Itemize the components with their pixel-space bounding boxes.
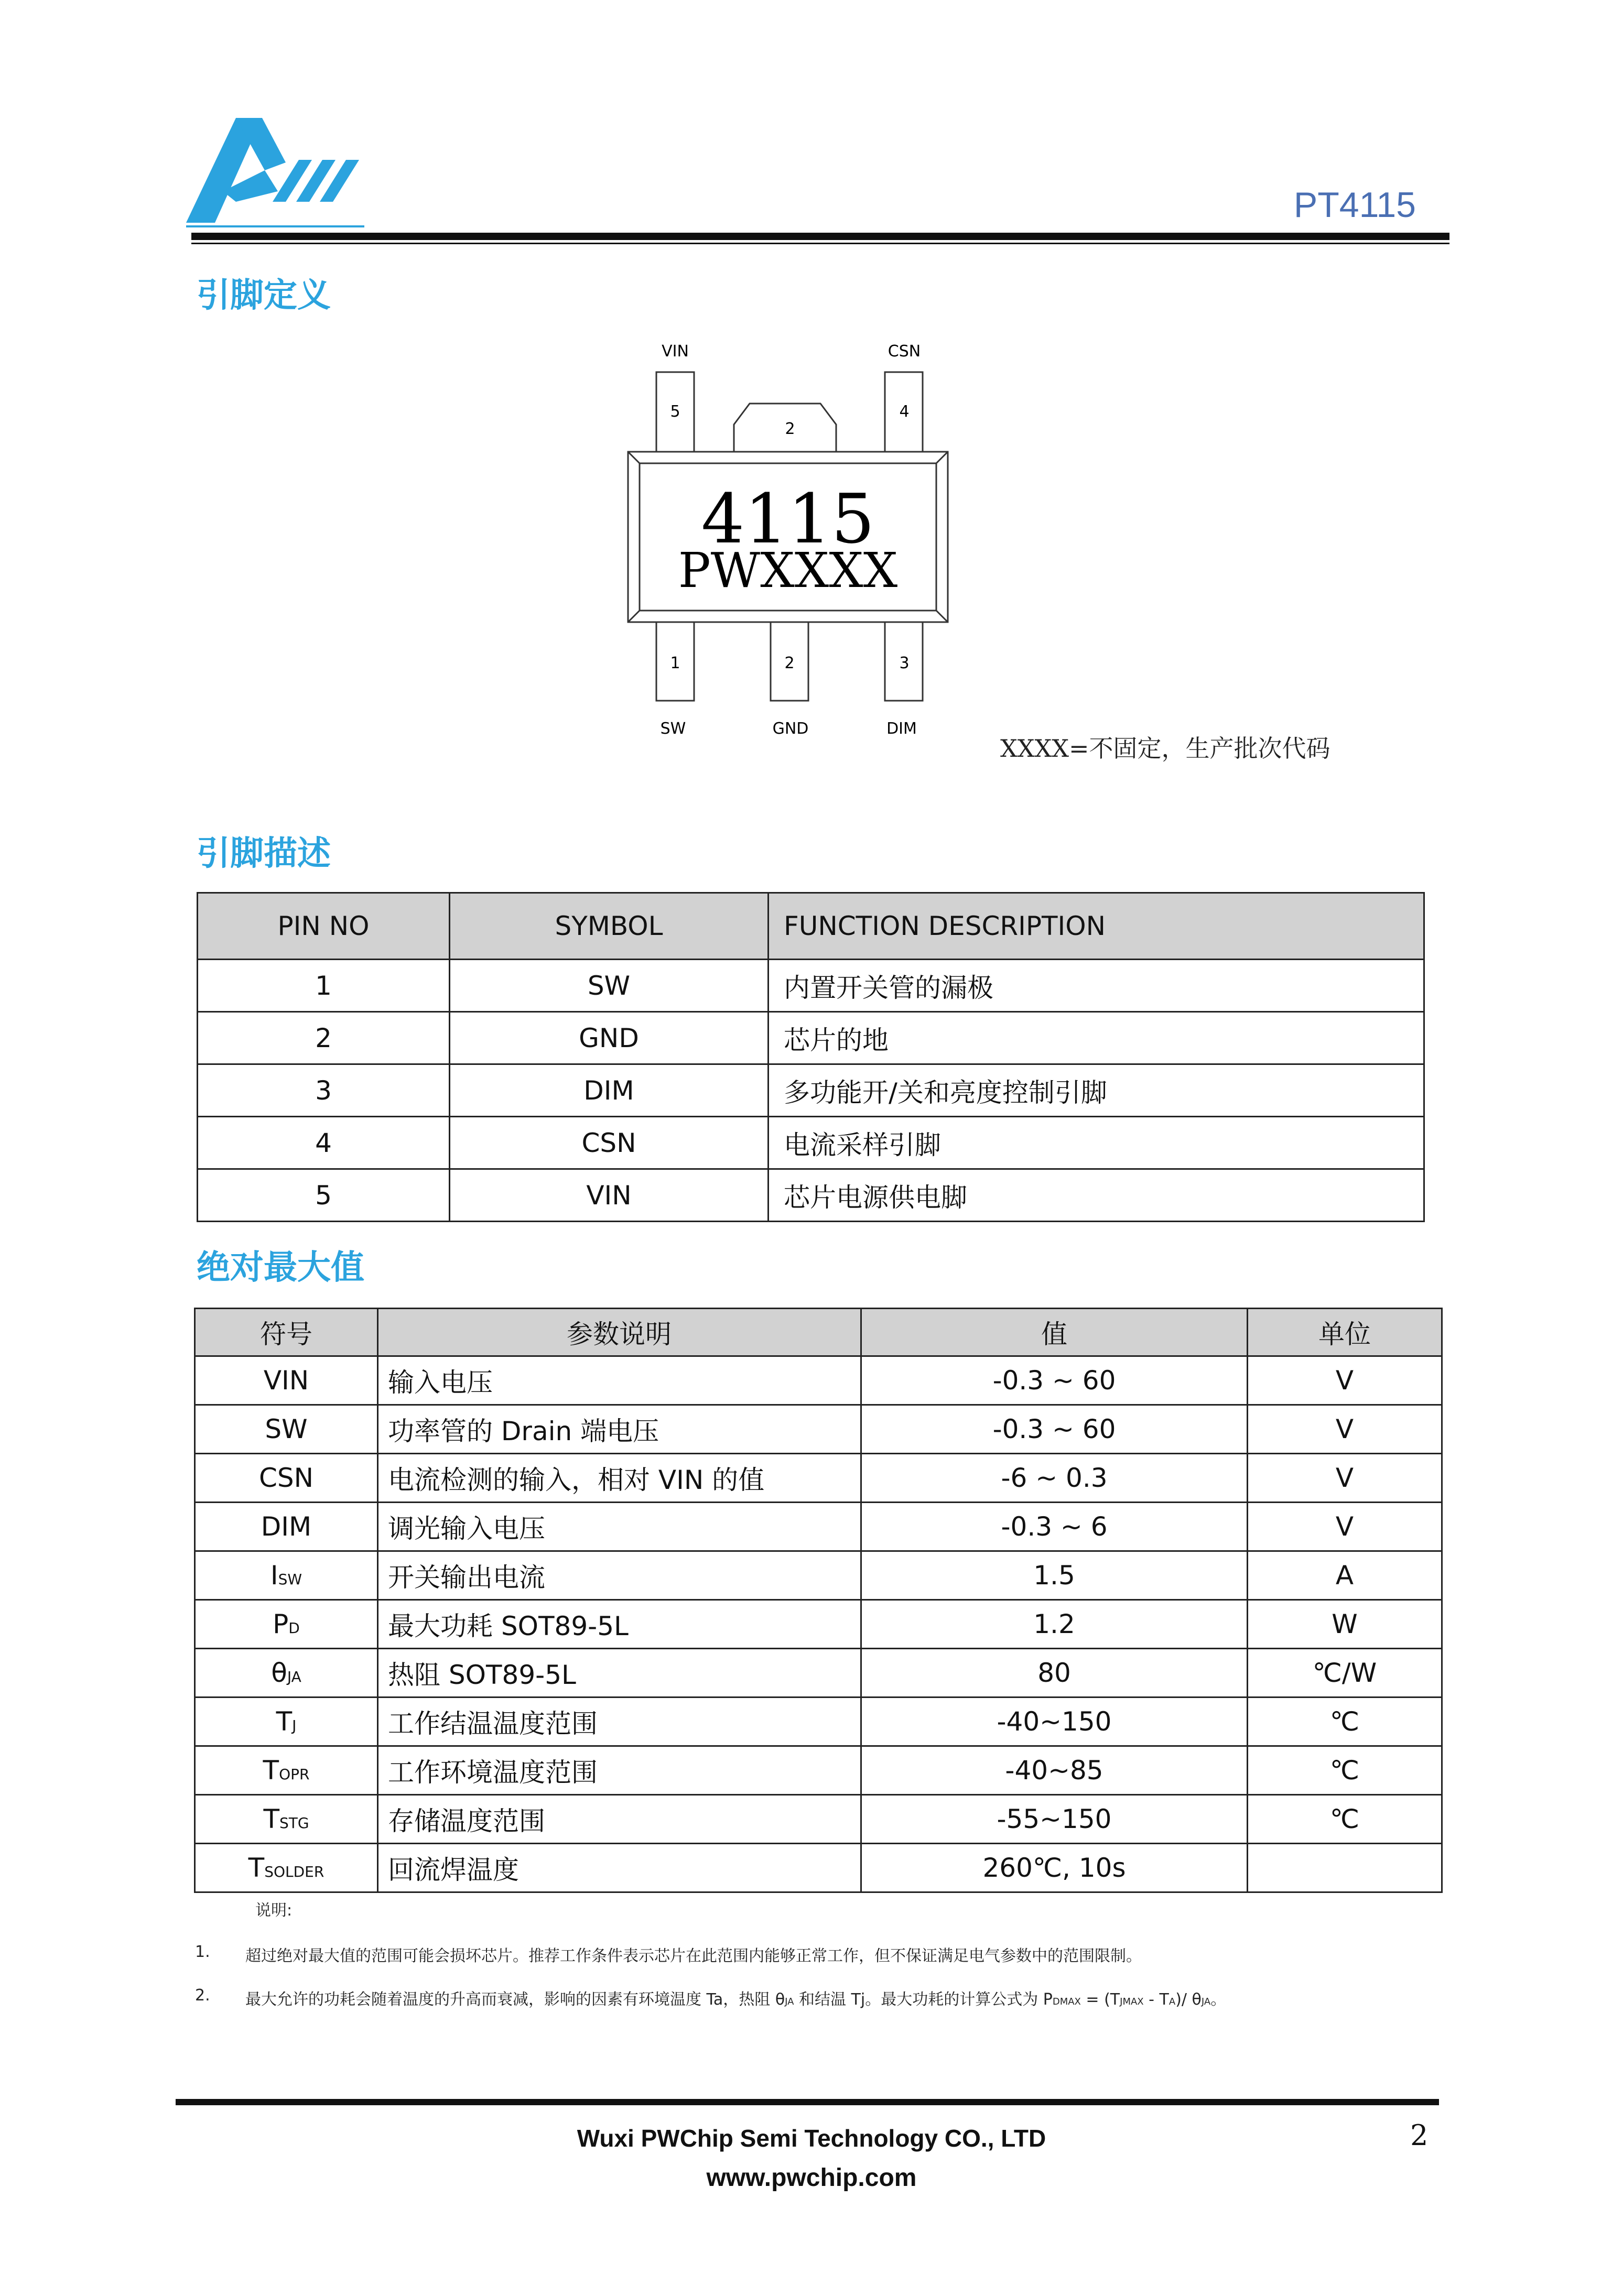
cell-unit: ℃ (1248, 1746, 1442, 1795)
cell-symbol: θJA (195, 1649, 378, 1697)
package-note: XXXX=不固定，生产批次代码 (1000, 734, 1330, 763)
cell-value: 260℃, 10s (861, 1844, 1248, 1892)
pin-number-5: 5 (670, 402, 680, 421)
cell-parameter: 调光输入电压 (378, 1503, 861, 1551)
cell-unit: ℃ (1248, 1795, 1442, 1844)
section-title-absolute-maximum: 绝对最大值 (197, 1248, 364, 1287)
header-function: FUNCTION DESCRIPTION (769, 893, 1424, 960)
cell-parameter: 功率管的 Drain 端电压 (378, 1405, 861, 1454)
cell-parameter: 电流检测的输入，相对 VIN 的值 (378, 1454, 861, 1503)
cell-value: -0.3 ~ 60 (861, 1405, 1248, 1454)
pin-description-table (197, 892, 1425, 1222)
cell-pin: 1 (198, 960, 450, 1012)
table-row (195, 1746, 1442, 1795)
pin-number-2-tab: 2 (785, 420, 795, 438)
cell-desc: 电流采样引脚 (769, 1117, 1424, 1169)
part-number: PT4115 (1293, 185, 1416, 225)
cell-value: 80 (861, 1649, 1248, 1697)
cell-value: 1.5 (861, 1551, 1248, 1600)
cell-unit (1248, 1844, 1442, 1892)
cell-parameter: 热阻 SOT89-5L (378, 1649, 861, 1697)
cell-parameter: 开关输出电流 (378, 1551, 861, 1600)
page-number: 2 (1410, 2119, 1429, 2152)
cell-symbol: ISW (195, 1551, 378, 1600)
cell-parameter: 最大功耗 SOT89-5L (378, 1600, 861, 1649)
cell-unit: V (1248, 1503, 1442, 1551)
pin-label-csn: CSN (888, 342, 921, 361)
cell-desc: 多功能开/关和亮度控制引脚 (769, 1064, 1424, 1117)
table-row (195, 1795, 1442, 1844)
table-row (195, 1405, 1442, 1454)
cell-pin: 4 (198, 1117, 450, 1169)
cell-symbol: TSOLDER (195, 1844, 378, 1892)
cell-symbol: GND (450, 1012, 769, 1064)
table-row (198, 1117, 1424, 1169)
table-row (195, 1844, 1442, 1892)
company-logo (186, 113, 364, 233)
section-title-pin-definition: 引脚定义 (197, 276, 331, 315)
cell-pin: 2 (198, 1012, 450, 1064)
pin-number-3: 3 (899, 654, 910, 672)
cell-symbol: VIN (450, 1169, 769, 1222)
header-value: 值 (861, 1309, 1248, 1356)
note-1-text: 超过绝对最大值的范围可能会损坏芯片。推荐工作条件表示芯片在此范围内能够正常工作，但不保证满足电气参数中的范围限制。 (245, 1947, 1142, 1965)
pin-label-dim: DIM (886, 720, 917, 738)
cell-pin: 3 (198, 1064, 450, 1117)
table-row (195, 1503, 1442, 1551)
cell-unit: A (1248, 1551, 1442, 1600)
package-marking-line1: 4115 (701, 479, 875, 559)
cell-symbol: CSN (450, 1117, 769, 1169)
cell-symbol: PD (195, 1600, 378, 1649)
table-row (198, 1169, 1424, 1222)
footer-divider (176, 2099, 1439, 2105)
pin-number-4: 4 (899, 402, 910, 421)
absolute-max-table (194, 1308, 1443, 1893)
cell-value: -55~150 (861, 1795, 1248, 1844)
cell-symbol: TOPR (195, 1746, 378, 1795)
cell-symbol: TSTG (195, 1795, 378, 1844)
table-row (195, 1356, 1442, 1405)
note-1-number: 1. (195, 1943, 210, 1961)
table-header-row (198, 893, 1424, 960)
cell-symbol: VIN (195, 1356, 378, 1405)
cell-symbol: CSN (195, 1454, 378, 1503)
package-marking-line2: PWXXXX (678, 542, 898, 599)
cell-symbol: SW (195, 1405, 378, 1454)
header-parameter: 参数说明 (378, 1309, 861, 1356)
footer-website: www.pwchip.com (706, 2164, 917, 2192)
cell-parameter: 工作结温温度范围 (378, 1697, 861, 1746)
cell-parameter: 工作环境温度范围 (378, 1746, 861, 1795)
cell-parameter: 回流焊温度 (378, 1844, 861, 1892)
table-row (198, 1012, 1424, 1064)
cell-parameter: 输入电压 (378, 1356, 861, 1405)
pin-label-vin: VIN (662, 342, 689, 361)
note-2-number: 2. (195, 1986, 210, 2005)
cell-unit: ℃/W (1248, 1649, 1442, 1697)
cell-unit: W (1248, 1600, 1442, 1649)
note-2-text: 最大允许的功耗会随着温度的升高而衰减，影响的因素有环境温度 Ta，热阻 θJA 和结温 Tj。最大功耗的计算公式为 PDMAX = (TJMAX - TA)/ θJA。 (245, 1990, 1227, 2009)
table-row (195, 1697, 1442, 1746)
cell-symbol: TJ (195, 1697, 378, 1746)
cell-value: -0.3 ~ 6 (861, 1503, 1248, 1551)
cell-desc: 内置开关管的漏极 (769, 960, 1424, 1012)
cell-unit: V (1248, 1454, 1442, 1503)
pin-label-gnd: GND (772, 720, 809, 738)
section-title-pin-description: 引脚描述 (197, 834, 331, 873)
footer-company: Wuxi PWChip Semi Technology CO., LTD (577, 2125, 1046, 2152)
table-row (195, 1649, 1442, 1697)
cell-value: -40~85 (861, 1746, 1248, 1795)
cell-value: -0.3 ~ 60 (861, 1356, 1248, 1405)
cell-symbol: SW (450, 960, 769, 1012)
cell-unit: ℃ (1248, 1697, 1442, 1746)
table-row (195, 1551, 1442, 1600)
cell-unit: V (1248, 1356, 1442, 1405)
header-divider (191, 233, 1449, 240)
header-unit: 单位 (1248, 1309, 1442, 1356)
cell-value: -40~150 (861, 1697, 1248, 1746)
pin-label-sw: SW (660, 720, 686, 738)
header-symbol: SYMBOL (450, 893, 769, 960)
table-row (195, 1600, 1442, 1649)
cell-desc: 芯片的地 (769, 1012, 1424, 1064)
header-symbol: 符号 (195, 1309, 378, 1356)
table-row (195, 1454, 1442, 1503)
notes-label: 说明: (255, 1901, 293, 1920)
cell-symbol: DIM (450, 1064, 769, 1117)
package-diagram (619, 335, 965, 755)
pin-number-1: 1 (670, 654, 680, 672)
header-divider-thin (191, 243, 1449, 244)
cell-pin: 5 (198, 1169, 450, 1222)
cell-desc: 芯片电源供电脚 (769, 1169, 1424, 1222)
cell-unit: V (1248, 1405, 1442, 1454)
table-row (198, 1064, 1424, 1117)
cell-value: -6 ~ 0.3 (861, 1454, 1248, 1503)
cell-parameter: 存储温度范围 (378, 1795, 861, 1844)
pin-number-2: 2 (784, 654, 795, 672)
table-row (198, 960, 1424, 1012)
cell-symbol: DIM (195, 1503, 378, 1551)
table-header-row (195, 1309, 1442, 1356)
cell-value: 1.2 (861, 1600, 1248, 1649)
header-pin-no: PIN NO (198, 893, 450, 960)
